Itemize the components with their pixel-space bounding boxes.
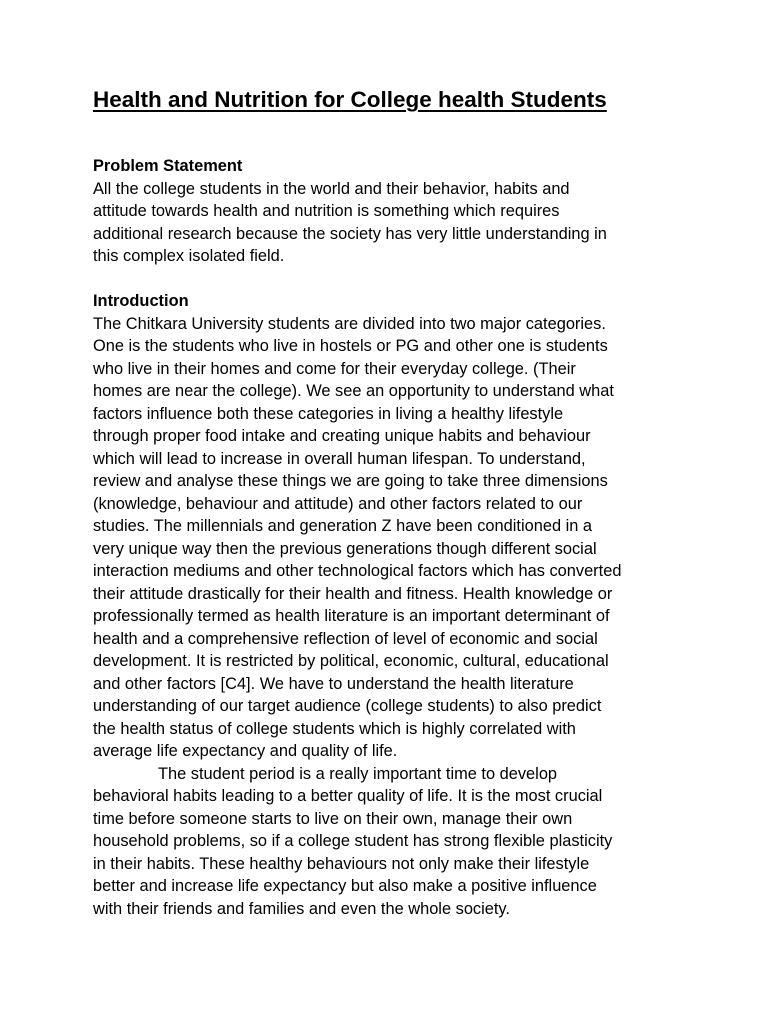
- paragraph-line: interaction mediums and other technological factors which has converted: [93, 562, 622, 580]
- paragraph-line: through proper food intake and creating unique habits and behaviour: [93, 427, 591, 445]
- paragraph-line: the health status of college students which is highly correlated with: [93, 719, 576, 738]
- paragraph-line: review and analyse these things we are going to take three dimensions: [93, 472, 608, 490]
- paragraph-line: studies. The millennials and generation Z have been conditioned in a: [93, 517, 593, 535]
- paragraph-line: who live in their homes and come for their everyday college. (Their: [93, 359, 576, 378]
- document-title: Health and Nutrition for College health Students: [93, 87, 607, 112]
- section-heading: Introduction: [93, 292, 189, 310]
- paragraph-line: professionally termed as health literature is an important determinant of: [93, 607, 610, 625]
- paragraph-line: time before someone starts to live on their own, manage their own: [93, 809, 573, 828]
- paragraph-line: behavioral habits leading to a better quality of life. It is the most crucial: [93, 787, 603, 805]
- paragraph-line: The Chitkara University students are divided into two major categories.: [93, 314, 606, 333]
- paragraph-line: household problems, so if a college student has strong flexible plasticity: [93, 832, 613, 850]
- paragraph-line: very unique way then the previous generations though different social: [93, 539, 597, 558]
- introduction-section: [93, 290, 693, 920]
- section-heading: Problem Statement: [93, 157, 243, 175]
- paragraph-line: which will lead to increase in overall human lifespan. To understand,: [93, 449, 586, 468]
- paragraph-line: average life expectancy and quality of life.: [93, 742, 398, 760]
- paragraph-line: attitude towards health and nutrition is something which requires: [93, 202, 560, 220]
- paragraph-line-indented: The student period is a really important time to develop: [158, 764, 558, 783]
- paragraph-line: additional research because the society has very little understanding in: [93, 224, 607, 243]
- paragraph-line: their attitude drastically for their health and fitness. Health knowledge or: [93, 584, 613, 603]
- paragraph-line: health and a comprehensive reflection of level of economic and social: [93, 629, 598, 648]
- paragraph-line: One is the students who live in hostels or PG and other one is students: [93, 337, 608, 355]
- paragraph-line: better and increase life expectancy but also make a positive influence: [93, 877, 597, 895]
- paragraph-line: factors influence both these categories in living a healthy lifestyle: [93, 404, 564, 423]
- paragraph-line: in their habits. These healthy behaviours not only make their lifestyle: [93, 854, 590, 873]
- paragraph-line: with their friends and families and even the whole society.: [93, 899, 510, 918]
- paragraph-line: development. It is restricted by political, economic, cultural, educational: [93, 652, 609, 670]
- paragraph-line: this complex isolated field.: [93, 247, 285, 265]
- paragraph-line: homes are near the college). We see an opportunity to understand what: [93, 382, 614, 400]
- problem-statement-section: [93, 155, 693, 268]
- paragraph-line: understanding of our target audience (college students) to also predict: [93, 697, 602, 715]
- paragraph-line: All the college students in the world and their behavior, habits and: [93, 179, 570, 198]
- paragraph-line: (knowledge, behaviour and attitude) and other factors related to our: [93, 494, 583, 513]
- paragraph-line: and other factors [C4]. We have to understand the health literature: [93, 674, 574, 693]
